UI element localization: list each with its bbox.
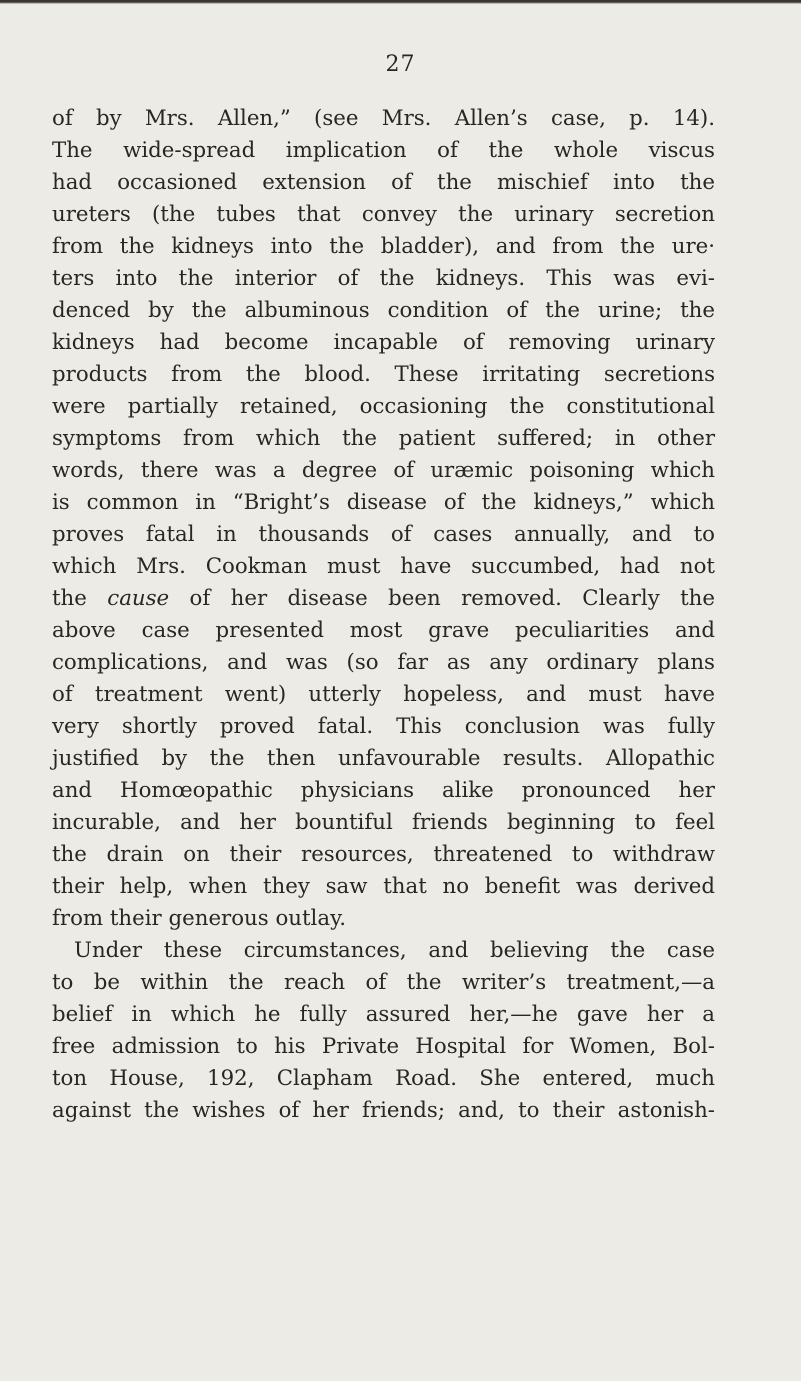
text-line: from their generous outlay. xyxy=(52,906,347,931)
text-line: denced by the albuminous condition of the urine; the xyxy=(52,298,715,323)
text-line: products from the blood. These irritating secretions xyxy=(52,362,715,387)
text-line: from the kidneys into the bladder), and from the ure· xyxy=(52,234,715,259)
text-segment: the xyxy=(52,586,108,611)
text-line: their help, when they saw that no benefit was derived xyxy=(52,874,715,899)
text-line: Under these circumstances, and believing the case xyxy=(74,938,715,963)
top-edge-rule xyxy=(0,0,801,4)
text-line: belief in which he fully assured her,—he gave her a xyxy=(52,1002,715,1027)
text-line: ureters (the tubes that convey the urinary secretion xyxy=(52,202,715,227)
text-line xyxy=(52,583,715,615)
text-line: the drain on their resources, threatened to withdraw xyxy=(52,842,715,867)
text-line: free admission to his Private Hospital for Women, Bol- xyxy=(52,1034,715,1059)
text-line: symptoms from which the patient suffered; in other xyxy=(52,426,715,451)
text-line: incurable, and her bountiful friends beginning to feel xyxy=(52,810,715,835)
text-line: above case presented most grave peculiarities and xyxy=(52,618,715,643)
text-line: complications, and was (so far as any ordinary plans xyxy=(52,650,715,675)
text-segment: of her disease been removed. Clearly the xyxy=(169,586,716,611)
text-line: were partially retained, occasioning the constitutional xyxy=(52,394,715,419)
text-line: and Homœopathic physicians alike pronounced her xyxy=(52,778,715,803)
text-line: The wide-spread implication of the whole viscus xyxy=(52,138,715,163)
text-line: is common in “Bright’s disease of the kidneys,” which xyxy=(52,490,715,515)
italic-word: cause xyxy=(107,586,170,611)
text-line: of by Mrs. Allen,” (see Mrs. Allen’s case, p. 14). xyxy=(52,106,715,131)
page-number: 27 xyxy=(385,52,416,77)
text-line: ters into the interior of the kidneys. This was evi- xyxy=(52,266,715,291)
text-line: of treatment went) utterly hopeless, and must have xyxy=(52,682,715,707)
text-line: justified by the then unfavourable results. Allopathic xyxy=(52,746,715,771)
text-line: proves fatal in thousands of cases annually, and to xyxy=(52,522,715,547)
text-line: had occasioned extension of the mischief into the xyxy=(52,170,715,195)
text-line: ton House, 192, Clapham Road. She entered, much xyxy=(52,1066,715,1091)
text-line: against the wishes of her friends; and, to their astonish- xyxy=(52,1098,715,1123)
text-line: kidneys had become incapable of removing urinary xyxy=(52,330,715,355)
text-line: very shortly proved fatal. This conclusion was fully xyxy=(52,714,715,739)
text-line: which Mrs. Cookman must have succumbed, had not xyxy=(52,554,715,579)
text-line: to be within the reach of the writer’s treatment,—a xyxy=(52,970,715,995)
text-line: words, there was a degree of uræmic poisoning which xyxy=(52,458,715,483)
